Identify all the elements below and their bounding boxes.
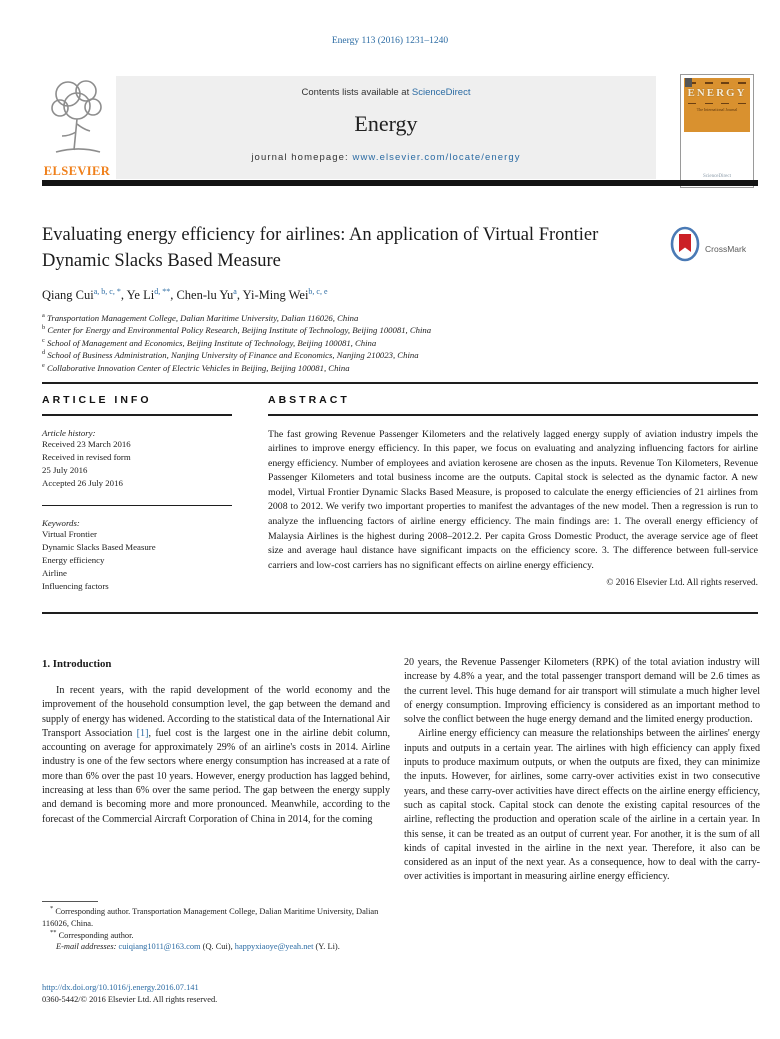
article-title: Evaluating energy efficiency for airlines: An application of Virtual Frontier Dynamic Slacks Based Measure	[42, 225, 599, 271]
cover-journal-title: ENERGY	[687, 86, 747, 99]
abstract-text: The fast growing Revenue Passenger Kilometers and the relatively lagged energy supply of aviation industry impels the airlines to improve energy efficiency. In this paper, we focus on evaluating and analyzing influencing factors for airline energy efficiency. Number of employees and aviation kerosene are chosen as the inputs. Revenue Ton Kilometers, Revenue Passenger Kilometers and total business income are the outputs. Capital stock is selected as the dynamic factor. A new model, Virtual Frontier Dynamic Slacks Based Measure, is proposed to calculate the energy efficiencies of 21 airlines from 2008 to 2012. We verify two important properties to manifest the advantages of the new model. Then a regression is run to analyze the influencing factors of airline energy efficiency. The main findings are: 1. The overall energy efficiency of Malaysia Airlines is the highest during 2008–2012.2. Per capita Gross Domestic Product, the average service age of fleet size and average haul distance have significant impacts on the efficiency score. 3. The difference between full-service carriers and low-cost carriers has no significant effects on airline energy efficiency.	[268, 428, 758, 571]
info-band-top-rule	[42, 382, 758, 384]
affiliations-list	[42, 312, 431, 374]
issn-copyright-line: 0360-5442/© 2016 Elsevier Ltd. All rights reserved.	[42, 995, 218, 1004]
article-info-mid-rule	[42, 505, 232, 506]
history-line: 25 July 2016	[42, 464, 88, 475]
keyword: Virtual Frontier	[42, 528, 97, 539]
affiliation: $^b$ Center for Energy and Environmental Policy Research, Beijing Institute of Technology, Beijing 100081, China	[42, 324, 432, 336]
author-affil-sup: b, c, e	[308, 286, 328, 296]
journal-header-box	[116, 76, 656, 179]
header-divider-bar	[42, 180, 758, 186]
affiliation: $^a$ Transportation Management College, Dalian Maritime University, Dalian 116026, China	[42, 312, 359, 323]
reference-link-1[interactable]: [1]	[136, 727, 149, 739]
abstract-heading: ABSTRACT	[268, 394, 350, 406]
author: Chen-lu Yu$^a$,	[176, 286, 243, 302]
homepage-prefix: journal homepage:	[251, 152, 353, 163]
intro-paragraph-2: Airline energy efficiency can measure the relationships between the airlines' energy inputs and outputs in a certain year. The airlines with high efficiency can apply fixed inputs to produce maximum outputs, or when the outputs are fixed, they can minimize the inputs. However, for airlines, some carry-over activities exist in two consecutive years, and these carry-over activities have direct effects on the airline energy efficiency, such as capital stock. Capital stock can denote the existing capital resources of the airline, reflecting the production and operation scale of the airline in a certain year. In this sense, it can be treated as an output of current year. For another, it is the sum of all kinds of capital invested in the airline in the next year. Therefore, it also can be considered as an input of the next year. As a consequence, how to deal with the carry-over activities is important in measuring airline energy efficiency.	[404, 728, 760, 883]
email-label: E-mail addresses:	[56, 942, 117, 952]
intro-paragraph-1: In recent years, with the rapid development of the world economy and the improvement of the household consumption level, the gap between the demand and supply of energy has widened. According to the statistical data of the International Air Transport Association [1], fuel cost is the largest one in the airline debit column, accounting on average for approximately 29% of an airline's costs in 2014. Airline industry is one of the few sectors where energy consumption has increased at a rate of more than 6% over the past 10 years. However, energy production has lagged behind, increasing at less than 6% over the same period. The gap between the energy supply and demand is becoming more and more pronounced. Meanwhile, according to the forecast of the Commercial Aircraft Corporation of China in 2014, for the coming	[42, 685, 390, 825]
keyword: Airline	[42, 567, 67, 578]
abstract-copyright: © 2016 Elsevier Ltd. All rights reserved.	[606, 578, 758, 589]
email-addresses-line: E-mail addresses: cuiqiang1011@163.com (Q. Cui), happyxiaoye@yeah.net (Y. Li).	[56, 942, 340, 952]
journal-homepage-line	[116, 152, 656, 163]
keywords-label: Keywords:	[42, 517, 80, 528]
keyword: Influencing factors	[42, 580, 109, 591]
author-affil-sup: d, **	[154, 286, 171, 296]
history-line: Accepted 26 July 2016	[42, 477, 123, 488]
affiliation: $^c$ School of Management and Economics, Beijing Institute of Technology, Beijing 100081, China	[42, 336, 377, 348]
article-history-label: Article history:	[42, 427, 96, 438]
cover-orange-panel	[684, 78, 750, 132]
section-heading-introduction: 1. Introduction	[42, 658, 112, 670]
abstract-heading-rule	[268, 414, 758, 416]
corresponding-author-footnote-2: ** Corresponding author.	[50, 928, 134, 940]
cover-decorative-row	[684, 82, 750, 84]
journal-name: Energy	[354, 111, 418, 136]
crossmark-icon	[670, 226, 700, 267]
email-link-cui[interactable]: cuiqiang1011@163.com	[118, 942, 201, 952]
abstract-column	[268, 394, 758, 588]
article-info-heading-rule	[42, 414, 232, 416]
journal-cover-thumbnail[interactable]	[680, 74, 754, 188]
keyword: Dynamic Slacks Based Measure	[42, 541, 156, 552]
author-line	[42, 288, 328, 303]
crossmark-label: CrossMark	[705, 244, 747, 254]
cover-corner-mark	[685, 78, 692, 87]
homepage-url-link[interactable]: www.elsevier.com/locate/energy	[352, 152, 521, 163]
elsevier-wordmark: ELSEVIER	[43, 164, 111, 178]
crossmark-badge[interactable]	[670, 226, 762, 266]
footnote-block	[42, 901, 394, 953]
doi-link[interactable]: http://dx.doi.org/10.1016/j.energy.2016.07.141	[42, 983, 199, 992]
email-link-li[interactable]: happyxiaoye@yeah.net	[234, 942, 314, 952]
elsevier-tree-icon	[46, 145, 108, 162]
contents-list-prefix: Contents lists available at	[301, 87, 412, 98]
author-affil-sup: a, b, c, *	[93, 286, 121, 296]
author-affil-sup: a	[233, 286, 237, 296]
history-line: Received in revised form	[42, 451, 131, 462]
cover-decorative-row	[684, 103, 750, 105]
cover-journal-subtitle: The International Journal	[696, 107, 738, 112]
cover-sciencedirect-mark: ScienceDirect	[702, 174, 732, 179]
corresponding-author-footnote: * Corresponding author. Transportation Management College, Dalian Maritime University, Dalian 116026, China.	[42, 905, 379, 928]
running-head-citation: Energy 113 (2016) 1231–1240	[331, 36, 449, 46]
sciencedirect-link[interactable]: ScienceDirect	[411, 87, 471, 98]
article-info-heading: ARTICLE INFO	[42, 394, 152, 406]
history-line: Received 23 March 2016	[42, 438, 131, 449]
author: Yi-Ming Wei$^{b, c, e}$	[242, 286, 328, 302]
affiliation: $^e$ Collaborative Innovation Center of Electric Vehicles in Beijing, Beijing 100081, China	[42, 361, 350, 373]
body-column-right	[404, 656, 760, 885]
info-band-bottom-rule	[42, 612, 758, 614]
doi-issn-block	[42, 982, 217, 1006]
keyword: Energy efficiency	[42, 554, 105, 565]
affiliation: $^d$ School of Business Administration, Nanjing University of Finance and Economics, Nanjing 210023, China	[42, 349, 419, 361]
article-info-column	[42, 394, 232, 593]
intro-paragraph-1-continued: 20 years, the Revenue Passenger Kilometers (RPK) of the total aviation industry will increase by 4.8% a year, and the total passenger transport demand will be 2.6 times as the current level. This huge demand for air transport will stimulate a much higher level of energy consumption. Improving efficiency is considered as an important method to solve the conflict between the huge energy demand and the limited energy production.	[404, 657, 760, 726]
author: Ye $Li^{d, **}$,	[126, 286, 177, 302]
body-column-left	[42, 684, 390, 827]
author: Qiang Cui$^{a, b, c, *}$,	[42, 286, 127, 302]
elsevier-logo	[42, 74, 112, 184]
footnote-rule	[42, 901, 98, 902]
contents-list-line	[116, 87, 656, 98]
